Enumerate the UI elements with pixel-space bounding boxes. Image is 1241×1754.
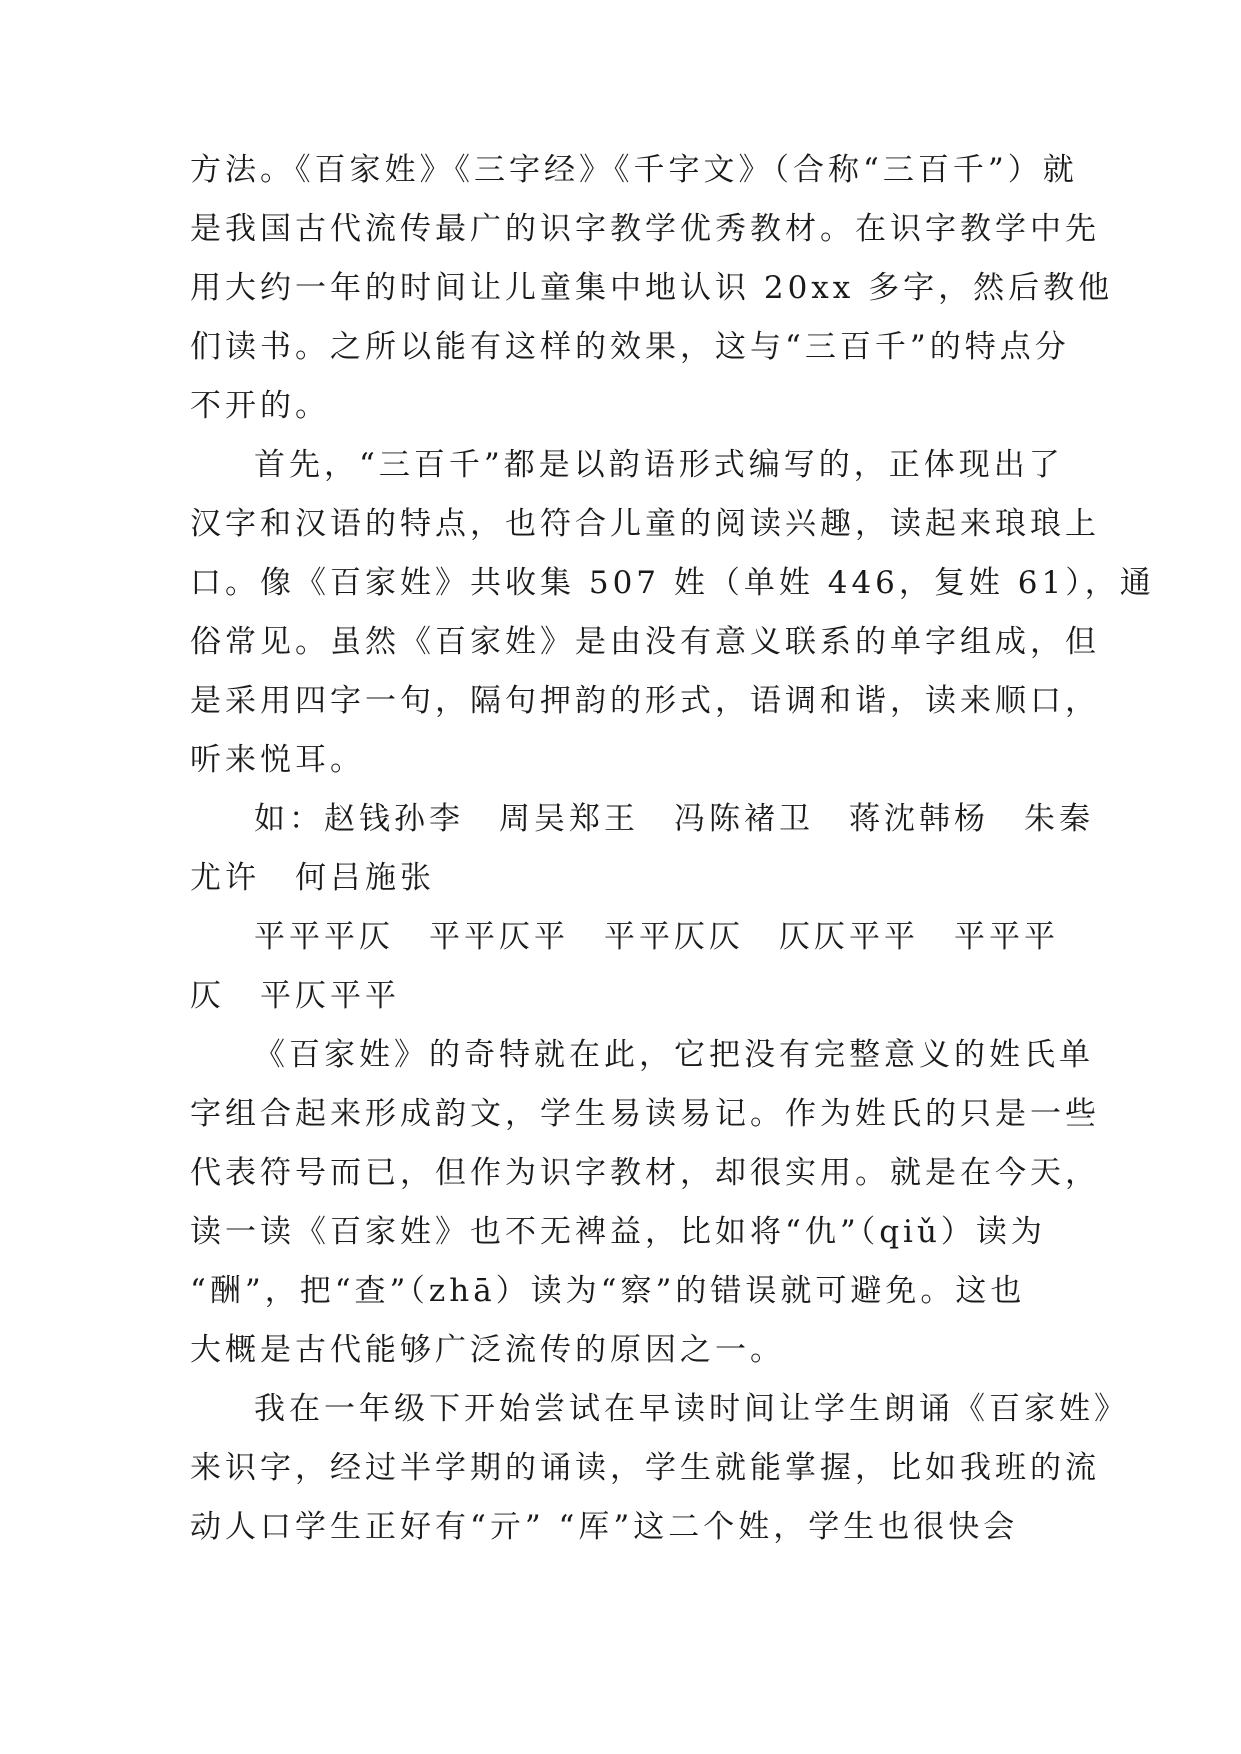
- text-line: 汉字和汉语的特点，也符合儿童的阅读兴趣，读起来琅琅上: [190, 506, 1100, 542]
- text-line: 仄 平仄平平: [190, 978, 400, 1014]
- text-line: 不开的。: [190, 388, 330, 424]
- text-line: 动人口学生正好有“亓” “厍”这二个姓，学生也很快会: [190, 1509, 1019, 1545]
- text-line: 听来悦耳。: [190, 742, 365, 778]
- text-line: 大概是古代能够广泛流传的原因之一。: [190, 1332, 785, 1368]
- text-line: 我在一年级下开始尝试在早读时间让学生朗诵《百家姓》: [254, 1391, 1129, 1427]
- text-line: 们读书。之所以能有这样的效果，这与“三百千”的特点分: [190, 329, 1070, 365]
- text-line: 来识字，经过半学期的诵读，学生就能掌握，比如我班的流: [190, 1450, 1100, 1486]
- text-line: 口。像《百家姓》共收集 507 姓（单姓 446，复姓 61），通: [190, 565, 1155, 601]
- text-line: “酬”，把“查”（zhā）读为“察”的错误就可避免。这也: [190, 1273, 1026, 1309]
- text-line: 尤许 何吕施张: [190, 860, 435, 896]
- text-line: 《百家姓》的奇特就在此，它把没有完整意义的姓氏单: [254, 1037, 1094, 1073]
- text-line: 方法。《百家姓》《三字经》《千字文》（合称“三百千”）就: [190, 152, 1078, 188]
- text-line: 用大约一年的时间让儿童集中地认识 20xx 多字，然后教他: [190, 270, 1114, 306]
- text-line: 代表符号而已，但作为识字教材，却很实用。就是在今天，: [190, 1155, 1100, 1191]
- text-line: 首先，“三百千”都是以韵语形式编写的，正体现出了: [254, 447, 1064, 483]
- text-line: 如：赵钱孙李 周吴郑王 冯陈褚卫 蒋沈韩杨 朱秦: [254, 801, 1094, 837]
- text-line: 字组合起来形成韵文，学生易读易记。作为姓氏的只是一些: [190, 1096, 1100, 1132]
- text-line: 平平平仄 平平仄平 平平仄仄 仄仄平平 平平平: [254, 919, 1059, 955]
- text-line: 是我国古代流传最广的识字教学优秀教材。在识字教学中先: [190, 211, 1100, 247]
- text-line: 读一读《百家姓》也不无裨益，比如将“仇”（qiǔ）读为: [190, 1214, 1046, 1250]
- text-line: 是采用四字一句，隔句押韵的形式，语调和谐，读来顺口，: [190, 683, 1100, 719]
- text-line: 俗常见。虽然《百家姓》是由没有意义联系的单字组成，但: [190, 624, 1100, 660]
